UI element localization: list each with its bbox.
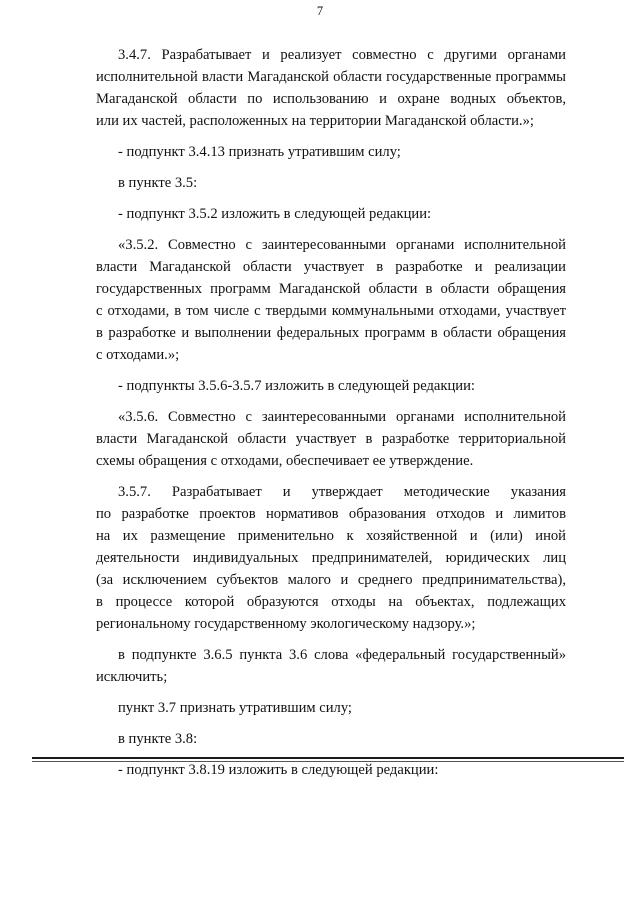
text-line: пункт 3.7 признать утратившим силу; (118, 700, 352, 716)
paragraph (96, 728, 566, 750)
paragraph-gap (96, 719, 566, 728)
paragraph (96, 759, 566, 781)
text-line: «3.5.2. Совместно с заинтересованными органами исполнительной (118, 237, 566, 253)
text-line: 3.4.7. Разрабатывает и реализует совместно с другими органами (118, 47, 566, 63)
document-body (96, 44, 566, 781)
paragraph-gap (96, 194, 566, 203)
text-line: по разработке проектов нормативов образования отходов и лимитов (96, 506, 566, 522)
text-line: в процессе которой образуются отходы на объектах, подлежащих (96, 594, 566, 610)
paragraph (96, 375, 566, 397)
text-line: 3.5.7. Разрабатывает и утверждает методические указания (118, 484, 566, 500)
text-line: - подпункт 3.8.19 изложить в следующей редакции: (118, 762, 439, 778)
paragraph (96, 172, 566, 194)
text-line: исключить; (96, 669, 168, 685)
text-line: с отходами, в том числе с твердыми коммунальными отходами, участвует (96, 303, 566, 319)
paragraph (96, 481, 566, 635)
text-line: в пункте 3.5: (118, 175, 198, 191)
text-line: в разработке и выполнении федеральных программ в области обращения (96, 325, 566, 341)
paragraph (96, 697, 566, 719)
text-line: власти Магаданской области участвует в разработке и реализации (96, 259, 566, 275)
paragraph-gap (96, 472, 566, 481)
text-line: - подпункт 3.4.13 признать утратившим силу; (118, 144, 401, 160)
paragraph-gap (96, 225, 566, 234)
text-line: в подпункте 3.6.5 пункта 3.6 слова «федеральный государственный» (118, 647, 566, 663)
paragraph (96, 644, 566, 688)
paragraph-gap (96, 397, 566, 406)
paragraph-gap (96, 132, 566, 141)
text-line: схемы обращения с отходами, обеспечивает ее утверждение. (96, 453, 474, 469)
text-line: (за исключением субъектов малого и среднего предпринимательства), (96, 572, 566, 588)
paragraph (96, 44, 566, 132)
text-line: «3.5.6. Совместно с заинтересованными органами исполнительной (118, 409, 566, 425)
text-line: с отходами.»; (96, 347, 180, 363)
page-number: 7 (316, 4, 324, 18)
paragraph-gap (96, 688, 566, 697)
text-line: - подпункты 3.5.6-3.5.7 изложить в следующей редакции: (118, 378, 475, 394)
text-line: в пункте 3.8: (118, 731, 198, 747)
paragraph-gap (96, 635, 566, 644)
paragraph-gap (96, 163, 566, 172)
text-line: на их размещение применительно к хозяйственной и (или) иной (96, 528, 566, 544)
text-line: или их частей, расположенных на территории Магаданской области.»; (96, 113, 534, 129)
text-line: исполнительной власти Магаданской области государственные программы (96, 69, 566, 85)
paragraph-gap (96, 366, 566, 375)
bottom-rule (32, 757, 624, 759)
text-line: деятельности индивидуальных предпринимателей, юридических лиц (96, 550, 566, 566)
text-line: власти Магаданской области участвует в разработке территориальной (96, 431, 566, 447)
paragraph (96, 234, 566, 366)
paragraph (96, 203, 566, 225)
text-line: - подпункт 3.5.2 изложить в следующей редакции: (118, 206, 432, 222)
paragraph (96, 406, 566, 472)
text-line: региональному государственному экологическому надзору.»; (96, 616, 476, 632)
paragraph (96, 141, 566, 163)
text-line: государственных программ Магаданской области в области обращения (96, 281, 566, 297)
text-line: Магаданской области по использованию и охране водных объектов, (96, 91, 566, 107)
